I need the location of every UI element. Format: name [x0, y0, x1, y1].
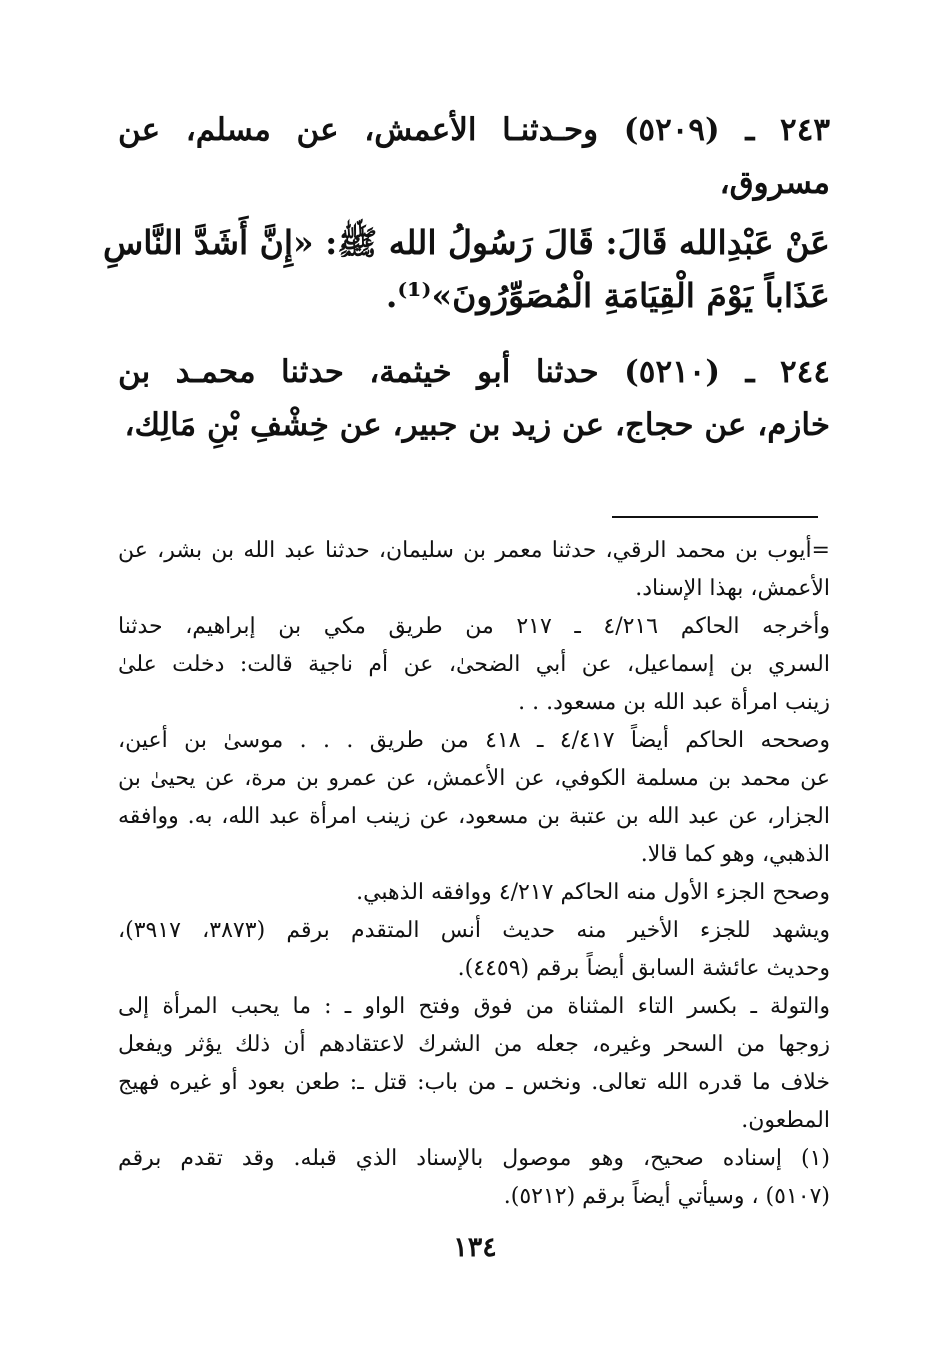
hadith-243-matn	[103, 216, 830, 322]
hadith-244-line-1: ٢٤٤ ـ (٥٢١٠) حدثنا أبو خيثمة، حدثنا محمـد بن	[118, 354, 830, 390]
footnote-line: وأخرجه الحاكم ٤/٢١٦ ـ ٢١٧ من طريق مكي بن إبراهيم، حدثنا	[118, 614, 830, 639]
hadith-243-matn-line-2: عَذَاباً يَوْمَ الْقِيَامَةِ الْمُصَوِّرُونَ»⁽¹⁾.	[385, 276, 830, 315]
footnotes-section	[118, 532, 830, 1216]
page-number: ١٣٤	[453, 1232, 497, 1263]
footnote-line: (١) إسناده صحيح، وهو موصول بالإسناد الذي قبله. وقد تقدم برقم	[118, 1146, 830, 1171]
footnote-line: =أيوب بن محمد الرقي، حدثنا معمر بن سليمان، حدثنا عبد الله بن بشر، عن	[118, 538, 830, 563]
hadith-243-matn-line-1: عَنْ عَبْدِالله قَالَ: قَالَ رَسُولُ الله ﷺ: «إِنَّ أَشَدَّ النَّاسِ	[103, 223, 830, 262]
footnote-paragraph	[118, 608, 830, 722]
footnote-line: خلاف ما قدره الله تعالى. ونخس ـ من باب: قتل ـ: طعن بعود أو غيره فهيج	[118, 1070, 830, 1095]
hadith-243	[118, 104, 830, 210]
footnote-paragraph	[118, 532, 830, 608]
hadith-244-line-2: خازم، عن حجاج، عن زيد بن جبير، عن خِشْفِ بْنِ مَالِك،	[124, 407, 830, 443]
hadith-244	[118, 346, 830, 452]
footnote-divider	[612, 516, 818, 518]
footnote-1	[118, 1140, 830, 1216]
footnote-line: زينب امرأة عبد الله بن مسعود. . .	[518, 690, 830, 715]
footnote-line: (٥١٠٧) ، وسيأتي أيضاً برقم (٥٢١٢).	[503, 1184, 830, 1209]
footnote-paragraph	[118, 722, 830, 874]
footnote-paragraph	[118, 988, 830, 1140]
footnote-line: السري بن إسماعيل، عن أبي الضحىٰ، عن أم ناجية قالت: دخلت علىٰ	[118, 652, 830, 677]
footnote-line: المطعون.	[741, 1108, 830, 1133]
footnote-line: وصحح الجزء الأول منه الحاكم ٤/٢١٧ ووافقه الذهبي.	[356, 880, 830, 905]
footnote-line: الأعمش، بهذا الإسناد.	[635, 576, 830, 601]
footnote-line: وصححه الحاكم أيضاً ٤/٤١٧ ـ ٤١٨ من طريق . . . موسىٰ بن أعين،	[118, 728, 830, 753]
footnote-paragraph	[118, 874, 830, 912]
footnote-line: ويشهد للجزء الأخير منه حديث أنس المتقدم برقم (٣٨٧٣، ٣٩١٧)،	[118, 918, 831, 943]
hadith-243-isnad-line-1: ٢٤٣ ـ (٥٢٠٩) وحـدثنـا الأعمش، عن مسلم، عن	[118, 112, 830, 148]
footnote-line: الذهبي، وهو كما قالا.	[640, 842, 830, 867]
footnote-line: وحديث عائشة السابق أيضاً برقم (٤٤٥٩).	[457, 956, 830, 981]
hadith-243-isnad-line-2: مسروق،	[719, 165, 830, 201]
footnote-line: عن محمد بن مسلمة الكوفي، عن الأعمش، عن عمرو بن مرة، عن يحيىٰ بن	[118, 766, 830, 791]
footnote-line: زوجها من السحر وغيره، جعله من الشرك لاعتقادهم أن ذلك يؤثر ويفعل	[118, 1032, 830, 1057]
footnote-line: الجزار، عن عبد الله بن عتبة بن مسعود، عن زينب امرأة عبد الله، به. ووافقه	[118, 804, 830, 829]
footnote-line: والتولة ـ بكسر التاء المثناة من فوق وفتح الواو ـ : ما يحبب المرأة إلى	[118, 994, 830, 1019]
footnote-paragraph	[118, 912, 830, 988]
